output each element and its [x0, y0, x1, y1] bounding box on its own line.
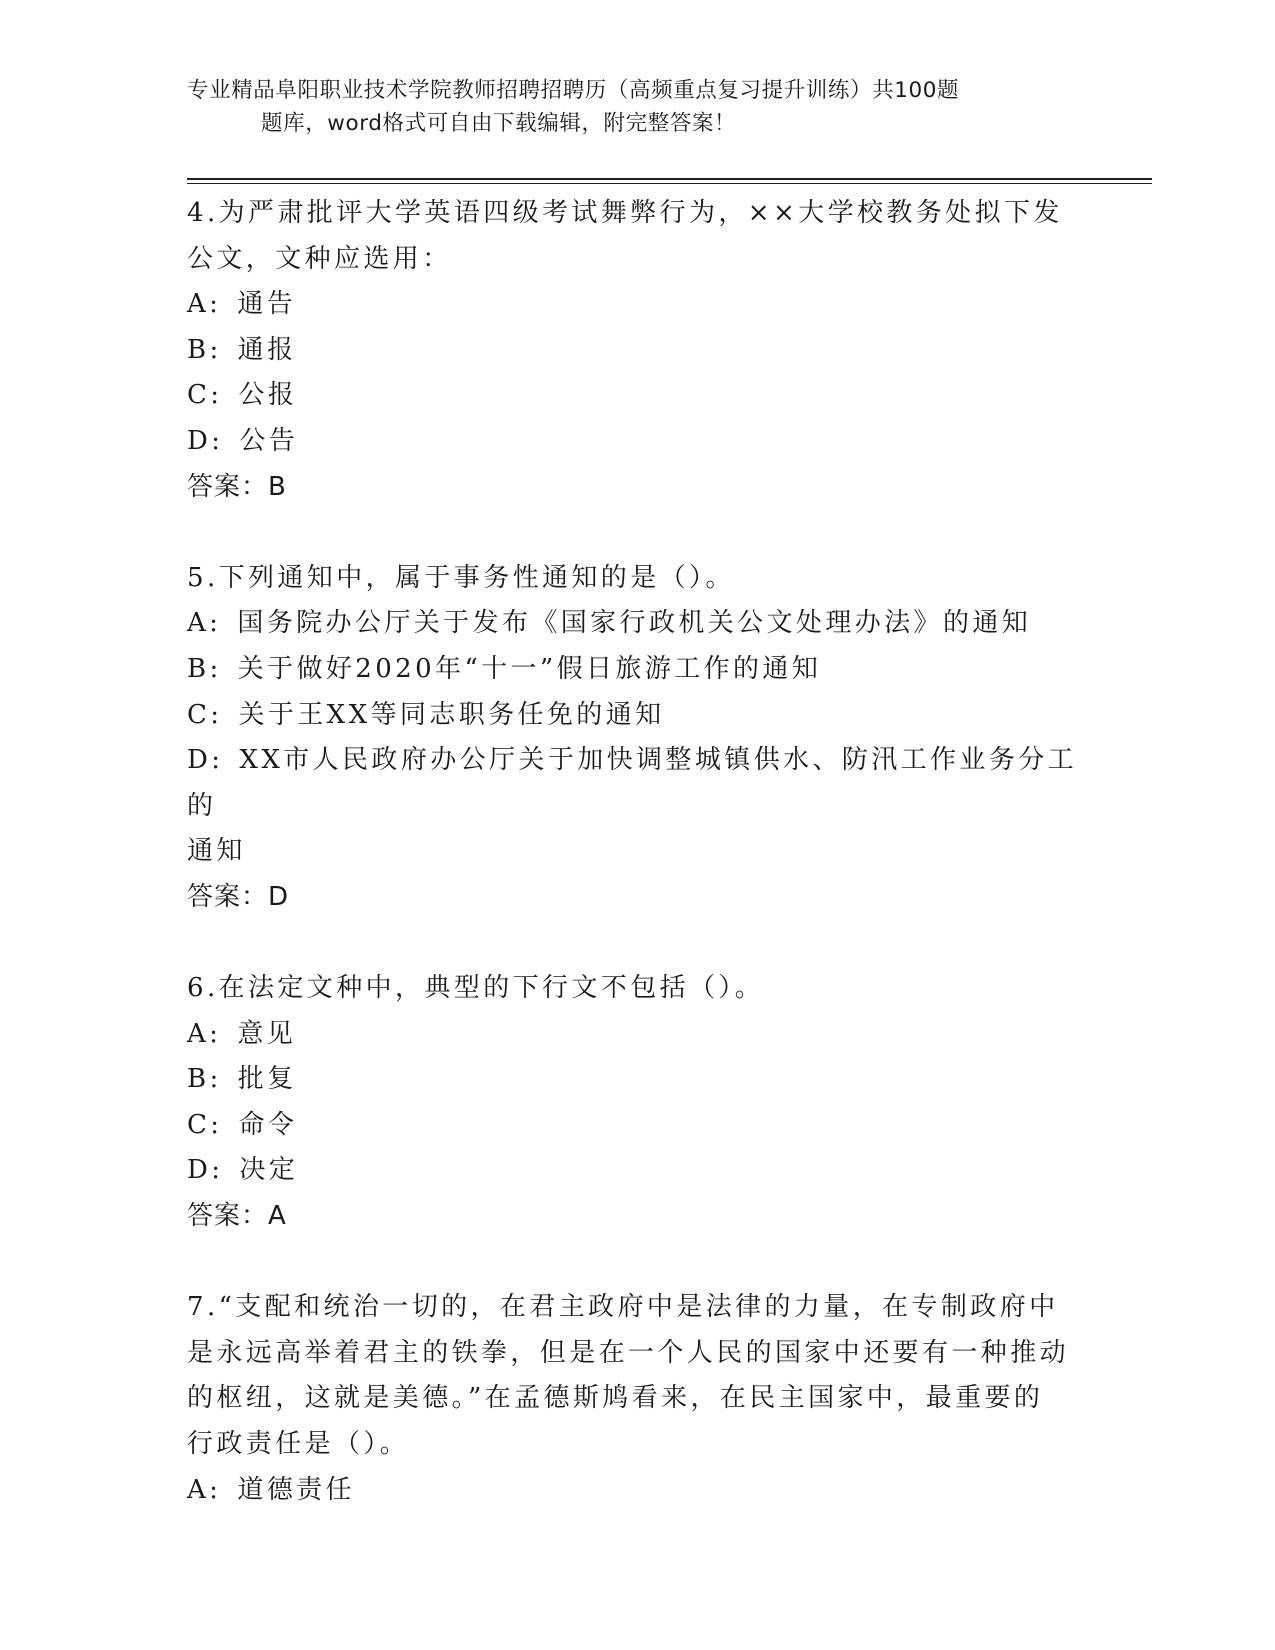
option-text: 公告	[239, 425, 299, 456]
option-b	[187, 1057, 1087, 1103]
option-label: C:	[187, 699, 223, 730]
option-d-continuation: 通知	[187, 836, 246, 867]
option-label: C:	[187, 380, 223, 411]
option-text: 决定	[239, 1155, 299, 1186]
question-text-line: 7.“支配和统治一切的，在君主政府中是法律的力量，在专制政府中	[187, 1292, 1059, 1323]
option-label: B:	[187, 334, 222, 365]
question-spacer	[187, 510, 1087, 556]
question-text-line: 5.下列通知中，属于事务性通知的是（）。	[187, 562, 735, 593]
option-text: 关于做好2020年“十一”假日旅游工作的通知	[237, 653, 822, 684]
option-d	[187, 419, 1087, 465]
option-text: 命令	[238, 1109, 298, 1140]
option-text: 国务院办公厅关于发布《国家行政机关公文处理办法》的通知	[237, 608, 1032, 639]
option-label: D:	[187, 425, 224, 456]
option-b	[187, 647, 1087, 693]
question-6	[187, 966, 1087, 1240]
question-5	[187, 556, 1087, 921]
option-text: XX市人民政府办公厅关于加快调整城镇供水、防汛工作业务分工的	[187, 745, 1078, 821]
header-rule-thin	[187, 183, 1152, 184]
option-c	[187, 1103, 1087, 1149]
question-7	[187, 1285, 1087, 1513]
header-title-line-2: 题库，word格式可自由下载编辑，附完整答案！	[261, 111, 737, 136]
document-header	[187, 74, 1067, 140]
option-label: C:	[187, 1109, 223, 1140]
option-text: 批复	[237, 1064, 297, 1095]
question-4	[187, 191, 1087, 510]
option-label: D:	[187, 745, 224, 776]
option-text: 意见	[237, 1018, 297, 1049]
header-title-line-1: 专业精品阜阳职业技术学院教师招聘招聘历（高频重点复习提升训练）共100题	[187, 78, 960, 103]
question-text-line: 4.为严肃批评大学英语四级考试舞弊行为，××大学校教务处拟下发	[187, 198, 1063, 228]
question-list	[187, 191, 1087, 1513]
option-label: A:	[187, 1018, 222, 1049]
option-text: 关于王XX等同志职务任免的通知	[238, 699, 665, 730]
option-d	[187, 1148, 1087, 1194]
option-label: A:	[187, 289, 222, 320]
question-text-line: 6.在法定文种中，典型的下行文不包括（）。	[187, 973, 765, 1004]
option-text: 道德责任	[237, 1474, 355, 1505]
option-c	[187, 693, 1087, 739]
option-label: B:	[187, 653, 222, 684]
option-text: 通报	[237, 334, 297, 365]
question-text-line: 的枢纽，这就是美德。”在孟德斯鸠看来，在民主国家中，最重要的	[187, 1383, 1044, 1414]
option-a	[187, 1468, 1087, 1514]
option-a	[187, 1012, 1087, 1058]
question-text-line: 公文，文种应选用：	[187, 243, 452, 274]
option-d	[187, 738, 1087, 829]
question-text-line: 是永远高举着君主的铁拳，但是在一个人民的国家中还要有一种推动	[187, 1337, 1070, 1368]
option-label: D:	[187, 1155, 224, 1186]
option-text: 公报	[238, 380, 298, 411]
option-a	[187, 601, 1087, 647]
answer-line: 答案：D	[187, 881, 290, 912]
header-rule-thick	[187, 178, 1152, 180]
answer-line: 答案：A	[187, 1201, 287, 1232]
option-c	[187, 373, 1087, 419]
option-label: B:	[187, 1064, 222, 1095]
option-b	[187, 328, 1087, 374]
answer-line: 答案：B	[187, 471, 287, 502]
option-text: 通告	[237, 289, 297, 320]
option-label: A:	[187, 1474, 222, 1505]
option-a	[187, 282, 1087, 328]
question-text-line: 行政责任是（）。	[187, 1429, 410, 1460]
option-label: A:	[187, 608, 222, 639]
question-spacer	[187, 1240, 1087, 1286]
question-spacer	[187, 921, 1087, 967]
